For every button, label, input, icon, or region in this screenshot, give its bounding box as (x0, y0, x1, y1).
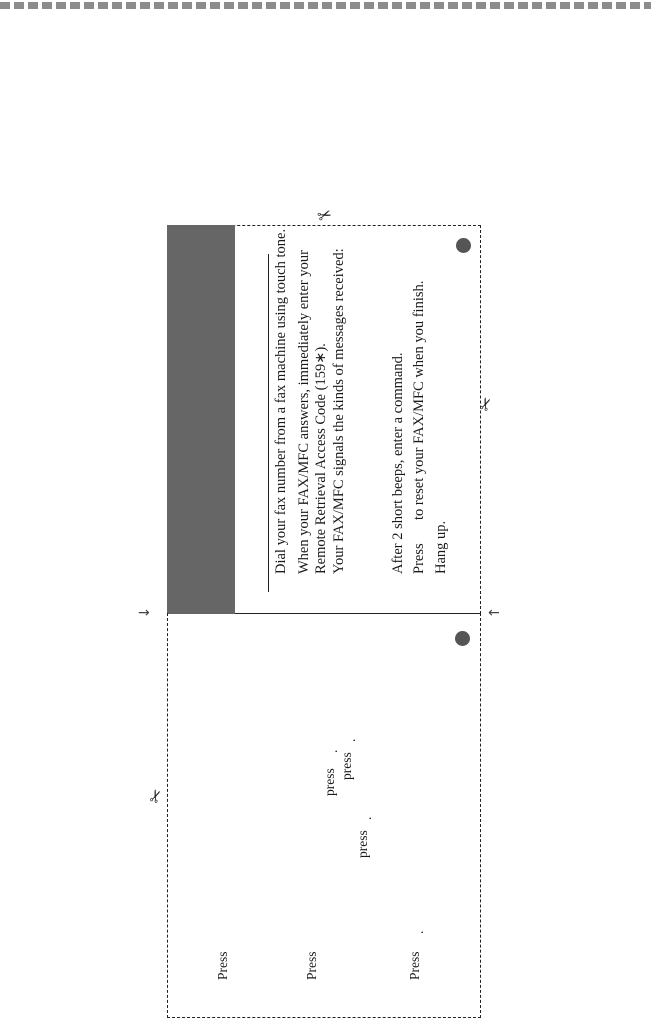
back-press-c-period: . (359, 816, 374, 820)
scissors-icon: ✂ (144, 786, 169, 807)
instruction-line-2: When your FAX/MFC answers, immediately enter your (296, 250, 312, 574)
back-press-3: Press (407, 951, 422, 980)
instruction-line-3: Remote Retrieval Access Code (159∗). (313, 343, 329, 574)
back-press-b-period: . (343, 738, 358, 742)
back-press-c: press (355, 830, 370, 858)
top-dashed-border (0, 2, 651, 9)
instruction-press-label: Press (411, 543, 427, 574)
punch-hole-icon (456, 238, 471, 253)
back-press-3-period: . (411, 930, 426, 934)
instruction-line-6: to reset your FAX/MFC when you finish. (411, 280, 427, 520)
instruction-line-7: Hang up. (433, 520, 449, 574)
back-press-a: press (322, 768, 337, 796)
fold-arrow-icon: ← (488, 605, 500, 621)
back-press-2: Press (304, 951, 319, 980)
scissors-icon: ✂ (474, 394, 499, 415)
punch-hole-icon (455, 631, 470, 646)
instruction-line-4: Your FAX/MFC signals the kinds of messages received: (331, 248, 347, 574)
back-press-a-period: . (325, 749, 340, 753)
scissors-icon: ✂ (314, 204, 336, 228)
instruction-line-1: Dial your fax number from a fax machine using touch tone. (273, 228, 289, 574)
card-front-header-band (167, 225, 235, 614)
fold-arrow-icon: → (138, 605, 150, 621)
card-front-divider (268, 254, 269, 592)
instruction-line-5: After 2 short beeps, enter a command. (390, 352, 406, 574)
back-press-1: Press (215, 951, 230, 980)
back-press-b: press (339, 752, 354, 780)
